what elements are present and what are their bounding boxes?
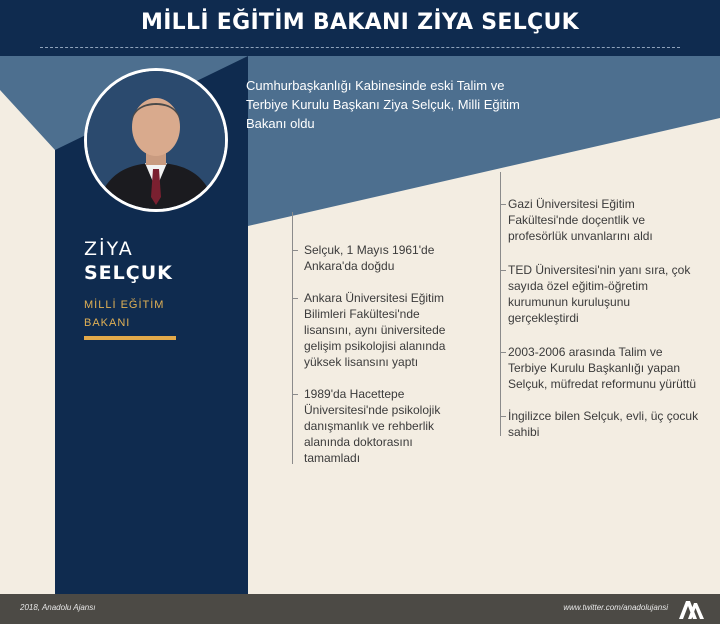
anadolu-logo-icon	[678, 598, 706, 620]
page-title: MİLLİ EĞİTİM BAKANI ZİYA SELÇUK	[141, 10, 579, 35]
profile-first-name: ZİYA	[84, 238, 134, 260]
footer-bar	[0, 594, 720, 624]
timeline-item-right-4: İngilizce bilen Selçuk, evli, üç çocuk sahibi	[508, 409, 699, 439]
timeline-line-right	[500, 172, 501, 436]
timeline-tick	[500, 352, 506, 353]
timeline-tick	[500, 270, 506, 271]
timeline-item-right-1: Gazi Üniversitesi Eğitim Fakültesi'nde doçentlik ve profesörlük unvanlarını aldı	[508, 197, 653, 243]
profile-last-name: SELÇUK	[84, 262, 173, 284]
timeline-item-right-2: TED Üniversitesi'nin yanı sıra, çok sayıda özel eğitim-öğretim kurumunun kuruluşunu gerçekleştirdi	[508, 263, 691, 325]
timeline-item-right-3: 2003-2006 arasında Talim ve Terbiye Kurulu Başkanlığı yapan Selçuk, müfredat reformunu yürüttü	[508, 345, 697, 391]
portrait-photo	[84, 68, 228, 212]
timeline-item-left-2: Ankara Üniversitesi Eğitim Bilimleri Fakültesi'nde lisansını, aynı üniversitede gelişim psikolojisi alanında yüksek lisansını yaptı	[304, 291, 446, 369]
timeline-item-left-3: 1989'da Hacettepe Üniversitesi'nde psikolojik danışmanlık ve rehberlik alanında doktorasını tamamladı	[304, 387, 441, 465]
timeline-tick	[292, 250, 298, 251]
profile-role: MİLLİ EĞİTİM BAKANI	[84, 299, 165, 329]
cream-triangle	[0, 90, 55, 594]
timeline-item-left-1: Selçuk, 1 Mayıs 1961'de Ankara'da doğdu	[304, 243, 435, 273]
timeline-tick	[500, 204, 506, 205]
footer-twitter-link[interactable]: www.twitter.com/anadolujansi	[563, 603, 668, 612]
role-underline	[84, 336, 176, 340]
title-divider	[40, 47, 680, 48]
timeline-tick	[500, 416, 506, 417]
footer-copyright: 2018, Anadolu Ajansı	[20, 603, 96, 612]
timeline-tick	[292, 394, 298, 395]
person-icon	[87, 71, 225, 209]
intro-text: Cumhurbaşkanlığı Kabinesinde eski Talim ve Terbiye Kurulu Başkanı Ziya Selçuk, Milli Eğitim Bakanı oldu	[246, 78, 520, 131]
timeline-tick	[292, 298, 298, 299]
